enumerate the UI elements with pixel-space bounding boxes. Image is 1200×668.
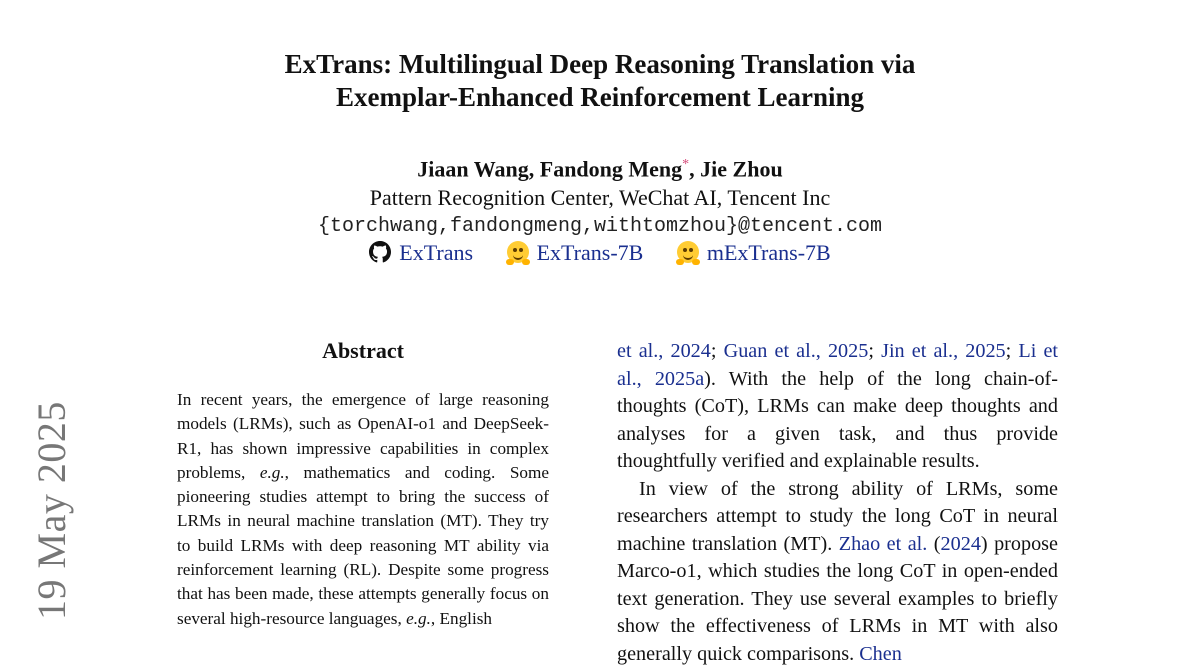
paragraph-text: In view of the strong ability of LRMs, some researchers attempt to study the long CoT in neural machine translation (MT). [617, 478, 1058, 555]
citation-separator: ( [927, 533, 940, 555]
corresponding-author-mark: * [682, 157, 689, 172]
title-line-1: ExTrans: Multilingual Deep Reasoning Translation via [0, 48, 1200, 81]
citation-link[interactable]: et al., 2024 [617, 340, 711, 362]
link-extrans-repo[interactable] [369, 238, 473, 270]
author-block [0, 150, 1200, 241]
citation-link[interactable]: Guan et al., 2025 [724, 340, 869, 362]
intro-paragraph-2 [617, 476, 1058, 668]
paragraph-text: ) propose Marco-o1, which studies the long CoT in open-ended text generation. They use several examples to briefly show the effectiveness of LRMs in MT with also generally quick comparisons. [617, 533, 1058, 665]
abstract-text [177, 388, 549, 631]
author-names [0, 150, 1200, 183]
intro-column [617, 338, 1058, 668]
huggingface-icon [677, 241, 699, 270]
paper-title [0, 48, 1200, 114]
github-icon [369, 241, 391, 270]
link-extrans-7b-model[interactable] [507, 238, 644, 270]
abstract-text-part: In recent years, the emergence of large reasoning models (LRMs), such as OpenAI-o1 and DeepSeek-R1, has shown impressive capabilities in complex problems, [177, 390, 549, 482]
citation-link[interactable]: Li et al., 2025a [617, 340, 1058, 390]
title-line-2: Exemplar-Enhanced Reinforcement Learning [0, 81, 1200, 114]
citation-separator: ; [1006, 340, 1019, 362]
link-mextrans-7b-model[interactable] [677, 238, 831, 270]
citation-link[interactable]: Zhao et al. [839, 533, 928, 555]
abstract-heading: Abstract [177, 337, 549, 365]
link-label: ExTrans-7B [537, 240, 644, 265]
abstract-eg: e.g. [260, 463, 285, 482]
abstract-text-part: , mathematics and coding. Some pioneering studies attempt to bring the success of LRMs in neural machine translation (MT). They try to build LRMs with deep reasoning MT ability via reinforcement learning (RL). Despite some progress that has been made, these attempts generally focus on several high-resource languages, [177, 463, 549, 628]
citation-link[interactable]: 2024 [941, 533, 981, 555]
author-names-part-2: , Jie Zhou [689, 156, 783, 181]
link-label: mExTrans-7B [707, 240, 831, 265]
resource-links [0, 238, 1200, 270]
citation-link[interactable]: Jin et al., 2025 [881, 340, 1006, 362]
author-email: {torchwang,fandongmeng,withtomzhou}@tencent.com [0, 212, 1200, 241]
author-affiliation: Pattern Recognition Center, WeChat AI, Tencent Inc [0, 183, 1200, 212]
citation-separator: ; [868, 340, 881, 362]
huggingface-icon [507, 241, 529, 270]
link-label: ExTrans [399, 240, 473, 265]
author-names-part-1: Jiaan Wang, Fandong Meng [417, 156, 682, 181]
arxiv-date-stamp: 19 May 2025 [28, 401, 75, 620]
intro-paragraph-1 [617, 338, 1058, 476]
paragraph-text: ). With the help of the long chain-of-thoughts (CoT), LRMs can make deep thoughts and analyses for a given task, and thus provide thoughtfully verified and explainable results. [617, 368, 1058, 473]
abstract-text-part: , English [431, 609, 492, 628]
abstract-eg: e.g. [406, 609, 431, 628]
citation-link[interactable]: Chen [859, 643, 902, 665]
citation-separator: ; [711, 340, 724, 362]
